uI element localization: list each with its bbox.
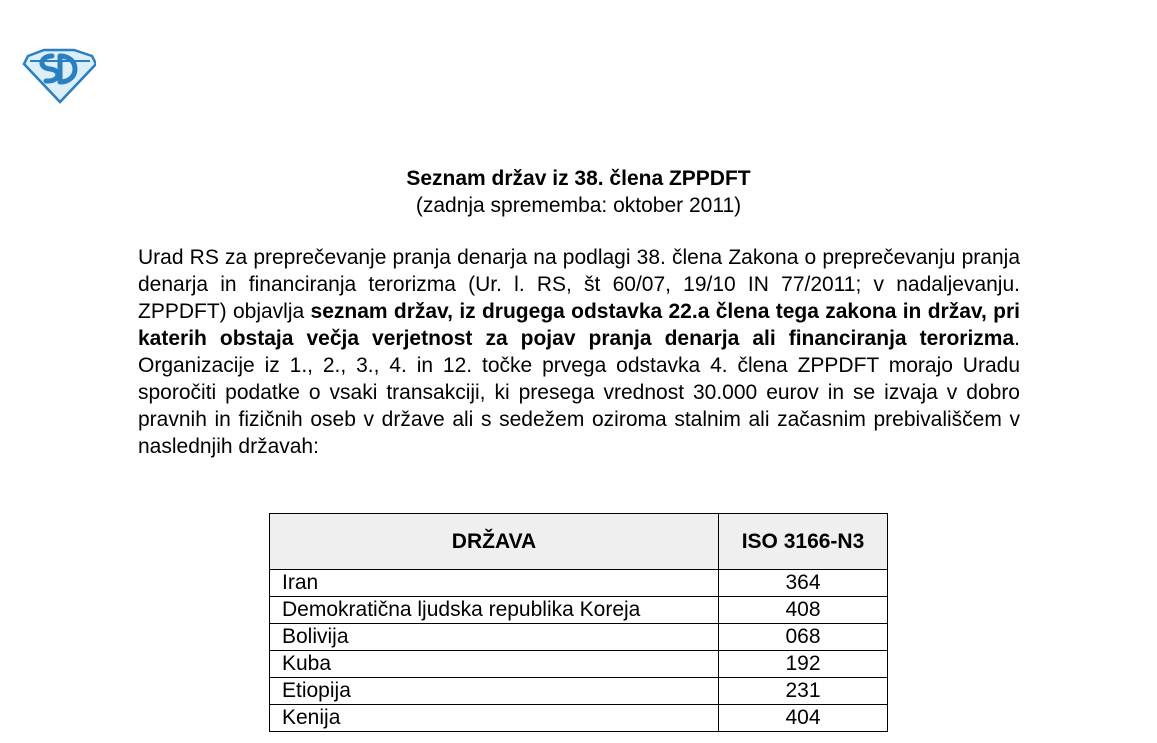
table-row [270, 624, 888, 651]
iso-code: 192 [719, 651, 888, 678]
sd-logo-icon [22, 48, 96, 104]
table-row [270, 597, 888, 624]
country-name: Bolivija [270, 624, 719, 651]
title-block [0, 165, 1157, 219]
iso-code: 364 [719, 570, 888, 597]
iso-code: 068 [719, 624, 888, 651]
column-header-country: DRŽAVA [270, 514, 719, 570]
country-table [269, 513, 888, 732]
intro-text-1: Urad RS za preprečevanje pranja denarja na podlagi 38. člena Zakona o preprečevanju pranja denarja in financiranja terorizma (Ur. l. RS, št 60/07, 19/10 IN 77/2011; v nadaljevanju. ZPPDFT) objavlja [138, 246, 1020, 323]
document-subtitle: (zadnja sprememba: oktober 2011) [415, 194, 742, 217]
intro-text-2: . Organizacije iz 1., 2., 3., 4. in 12. točke prvega odstavka 4. člena ZPPDFT morajo Uradu sporočiti podatke o vsaki transakciji, ki presega vrednost 30.000 eurov in se izvaja v dobro pravnih in fizičnih oseb v države ali s sedežem oziroma stalnim ali začasnim prebivališčem v naslednjih državah: [138, 327, 1020, 458]
document-title: Seznam držav iz 38. člena ZPPDFT [406, 167, 751, 190]
table-row [270, 570, 888, 597]
country-name: Kuba [270, 651, 719, 678]
intro-paragraph [138, 244, 1020, 460]
country-name: Etiopija [270, 678, 719, 705]
iso-code: 231 [719, 678, 888, 705]
intro-text-bold: seznam držav, iz drugega odstavka 22.a člena tega zakona in držav, pri katerih obstaja večja verjetnost za pojav pranja denarja ali financiranja terorizma [138, 300, 1020, 350]
column-header-iso: ISO 3166-N3 [719, 514, 888, 570]
country-name: Iran [270, 570, 719, 597]
table-row [270, 651, 888, 678]
country-name: Kenija [270, 705, 719, 732]
country-table-wrapper [269, 513, 888, 732]
country-name: Demokratična ljudska republika Koreja [270, 597, 719, 624]
iso-code: 404 [719, 705, 888, 732]
table-row [270, 705, 888, 732]
table-row [270, 678, 888, 705]
table-header-row [270, 514, 888, 570]
iso-code: 408 [719, 597, 888, 624]
